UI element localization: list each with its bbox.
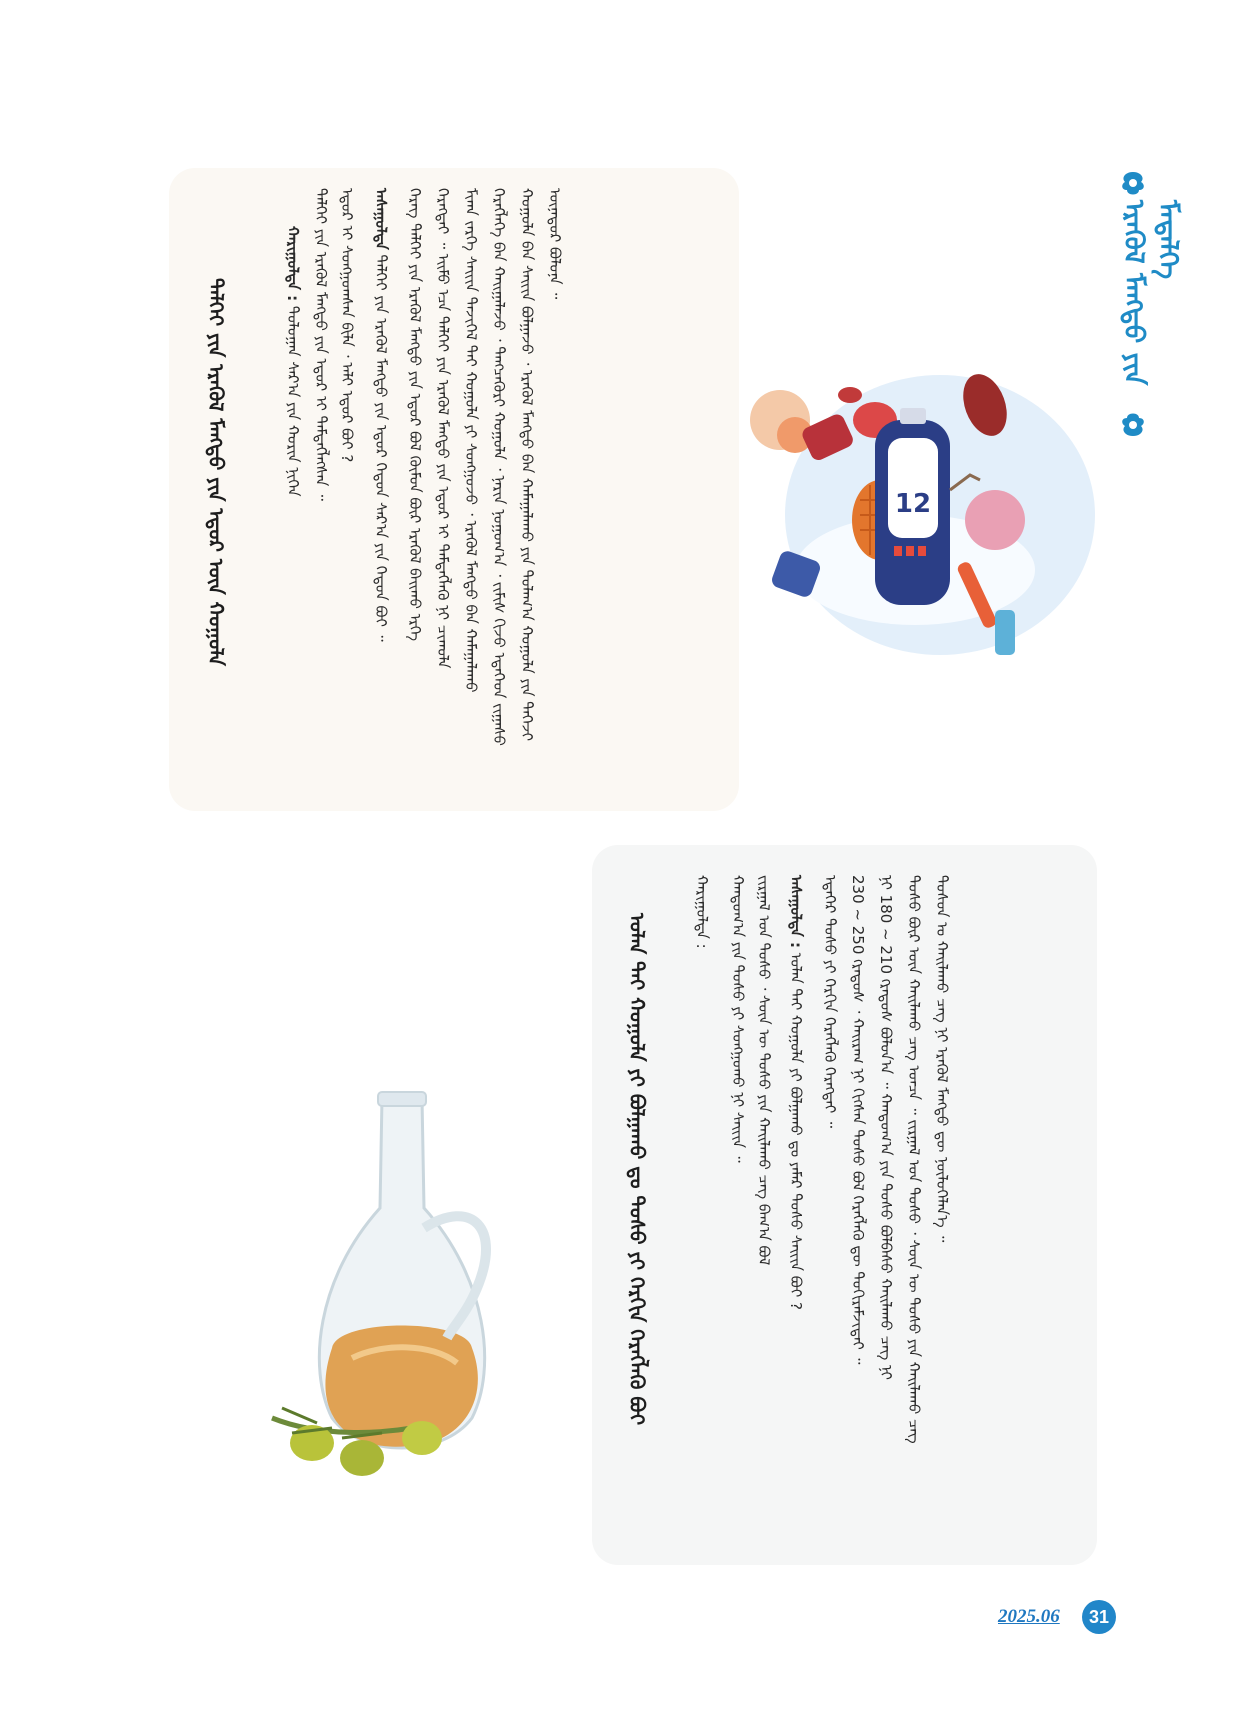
- page-number-badge: 31: [1082, 1600, 1116, 1634]
- handwritten-line: ᠵᠢᠷᠭᠠᠯ ᠤᠨ ᠲᠣᠰᠣ ᠂ ᠰᠦᠨ ᠦ ᠲᠣᠰᠣ ᠶᠢᠨ ᠬᠠᠢᠯᠠᠬᠤ ᠴᠡᠭ ᠪᠠᠭ᠎ᠠ ᠪᠣᠯ: [755, 875, 773, 1266]
- paragraph-line: ᠦᠨᠡᠳᠦᠷ ᠪᠣᠯᠤᠨᠠ ᠃: [546, 188, 564, 300]
- answer-label: ᠬᠠᠷᠢᠭᠤᠯᠲᠠ :: [693, 875, 711, 949]
- paragraph-line: ᠮᠢᠬᠠ ᠵᠡᠷᠭᠡ ᠰᠠᠢᠢᠨ ᠲᠡᠵᠢᠭᠡᠯ ᠲᠡᠢ ᠬᠣᠭᠣᠯᠠ ᠶᠢ ᠰᠣᠩᠭᠣᠵᠤ ᠂ ᠡᠷᠡᠭᠦᠯ ᠮᠡᠩᠳᠦ ᠪᠡᠨ ᠬᠠᠮᠠᠭᠠᠯᠠᠬᠤ: [462, 188, 480, 693]
- paragraph-line: 230 ~ 250 ᠭᠷᠠᠳᠦᠰ ᠂ ᠬᠠᠢᠷᠠᠭ ᠨᠢ ᠬᠢᠭᠰᠡᠨ ᠲᠣᠰᠣ ᠪᠣᠯ ᠬᠡᠷᠡᠭᠯᠡᠬᠦ ᠳᠦ ᠲᠣᠬᠢᠷᠠᠮᠵᠢᠲᠠᠢ ᠃: [849, 875, 867, 1365]
- card-heading: ᠳᠡᠯᠬᠡᠢ ᠶᠢᠨ ᠡᠷᠡᠭᠦᠯ ᠮᠡᠩᠳᠦ ᠶᠢᠨ ᠡᠳᠦᠷ ᠦᠨ ᠬᠣᠭᠣᠯᠠ: [204, 278, 228, 666]
- glucose-meter-illustration: [740, 360, 1100, 675]
- question-label: ᠠᠰᠠᠭᠤᠯᠲᠠ: [372, 188, 390, 250]
- section-title: ᠡᠷᠡᠭᠦᠯ ᠮᠡᠩᠳᠦ ᠶᠢᠨ ᠮᠡᠳᠡᠯᠭᠡ: [1118, 200, 1183, 386]
- paragraph-line: ᠬᠡᠷᠡᠭᠯᠡᠭᠡ ᠪᠡᠨ ᠬᠠᠢᠭᠠᠯᠠᠵᠤ ᠂ ᠲᠡᠩᠴᠡᠭᠦᠷᠢ ᠬᠣᠭᠣᠯᠠ ᠂ ᠨᠠᠷᠢᠨ ᠨᠣᠭᠣᠭ᠎ᠠ ᠂ ᠵᠢᠮᠢᠰ ᠬᠢᠵᠤ ᠡᠳᠡᠭᠡᠳ ᠵᠢᠭᠠᠰᠤ: [490, 188, 508, 746]
- paragraph-line: [281, 226, 305, 766]
- paragraph-line: ᠳᠡᠯᠬᠡᠢ ᠶᠢᠨ ᠡᠷᠡᠭᠦᠯ ᠮᠡᠩᠳᠦ ᠶᠢᠨ ᠡᠳᠦᠷ ᠢ ᠲᠡᠮᠳᠡᠭᠯᠡᠭᠰᠡᠨ ᠃: [312, 188, 330, 501]
- ornament-icon: [1115, 408, 1151, 440]
- question-label: ᠠᠰᠠᠭᠤᠯᠲᠠ :: [787, 875, 805, 948]
- olive-oil-illustration: [262, 1088, 532, 1488]
- paragraph-line: ᠲᠣᠰᠣᠨ ᠤ ᠬᠠᠢᠯᠠᠬᠤ ᠴᠡᠭ ᠨᠢ ᠡᠷᠡᠭᠦᠯ ᠮᠡᠩᠳᠦ ᠳᠦ ᠨᠥᠯᠦᠭᠡᠯᠡᠨ᠎ᠡ ᠃: [933, 875, 951, 1243]
- page-footer: [998, 1600, 1116, 1636]
- card-heading: ᠣᠯᠠᠨ ᠲᠡᠢ ᠬᠣᠭᠣᠯᠠ ᠶᠢ ᠪᠣᠯᠭᠠᠬᠤ ᠳᠤ ᠲᠣᠰᠣ ᠶᠢ ᠬᠡᠷᠬᠢᠨ ᠬᠡᠷᠡᠭᠯᠡᠬᠦ ᠪᠣᠢ: [625, 913, 649, 1426]
- paragraph-line: ᠬᠡᠷᠡᠭ ᠳᠡᠯᠬᠡᠢ ᠶᠢᠨ ᠡᠷᠡᠭᠦᠯ ᠮᠡᠩᠳᠦ ᠶᠢᠨ ᠡᠳᠦᠷ ᠪᠣᠯ ᠬᠦᠮᠦᠨ ᠪᠦᠷ ᠡᠷᠡᠭᠦᠯ ᠪᠠᠢᠬᠤ ᠡᠷᠬᠡ: [406, 188, 424, 642]
- issue-date: 2025.06: [998, 1606, 1060, 1627]
- ornament-icon: [1115, 168, 1151, 200]
- question-line: [369, 188, 393, 788]
- question-text: ᠣᠯᠠᠨ ᠲᠡᠢ ᠬᠣᠭᠣᠯᠠ ᠶᠢ ᠪᠣᠯᠭᠠᠬᠤ ᠳᠤ ᠶᠠᠮᠠᠷ ᠲᠣᠰᠣ ᠰᠠᠢᠢᠨ ᠪᠣᠢ ?: [787, 952, 805, 1310]
- question-text: ᠳᠡᠯᠬᠡᠢ ᠶᠢᠨ ᠡᠷᠡᠭᠦᠯ ᠮᠡᠩᠳᠦ ᠶᠢᠨ ᠡᠳᠦᠷ ᠬᠡᠳᠦᠨ ᠰᠠᠷ᠎ᠠ ᠶᠢᠨ ᠬᠡᠳᠦᠨ ᠪᠣᠢ ᠃: [372, 254, 390, 642]
- paragraph-line: ᠨᠢ 180 ~ 210 ᠭᠷᠠᠳᠦᠰ ᠪᠣᠯᠤᠨ᠎ᠠ ᠃ ᠬᠠᠨᠳᠤᠭ᠎ᠠ ᠶᠢᠨ ᠲᠣᠰᠣ ᠪᠣᠯᠪᠠᠰᠤ ᠬᠠᠢᠯᠠᠬᠤ ᠴᠡᠭ ᠨᠢ: [877, 875, 895, 1380]
- paragraph-line: ᠡᠳᠦᠷ ᠢ ᠰᠣᠩᠭᠣᠭᠰᠠᠨ ᠪᠢᠯᠡ ᠂ ᠠᠯᠢ ᠡᠳᠦᠷ ᠪᠣᠢ ?: [338, 188, 356, 463]
- paragraph-line: ᠬᠡᠷᠡᠭᠲᠡᠢ ᠃ ᠡᠢᠮᠦ ᠡᠴᠡ ᠳᠡᠯᠬᠡᠢ ᠶᠢᠨ ᠡᠷᠡᠭᠦᠯ ᠮᠡᠩᠳᠦ ᠶᠢᠨ ᠡᠳᠦᠷ ᠢ ᠲᠡᠮᠳᠡᠭᠯᠡᠬᠦ ᠨᠢ ᠴᠢᠬᠤᠯᠠ: [434, 188, 452, 669]
- info-card: [592, 845, 1097, 1565]
- question-line: [784, 875, 808, 1535]
- paragraph-line: ᠲᠣᠰᠣ ᠪᠦᠷ ᠦᠨ ᠬᠠᠢᠯᠠᠬᠤ ᠴᠡᠭ ᠣᠨᠴᠠ ᠃ ᠵᠢᠷᠭᠠᠯ ᠤᠨ ᠲᠣᠰᠣ ᠂ ᠰᠦᠨ ᠦ ᠲᠣᠰᠣ ᠶᠢᠨ ᠬᠠᠢᠯᠠᠬᠤ ᠴᠡᠭ: [905, 875, 923, 1444]
- handwritten-line: ᠬᠠᠨᠳᠤᠭ᠎ᠠ ᠶᠢᠨ ᠲᠣᠰᠣ ᠶᠢ ᠰᠣᠩᠭᠣᠬᠤ ᠨᠢ ᠰᠠᠢᠢᠨ ᠃: [729, 875, 747, 1163]
- answer-text: ᠳᠣᠯᠣᠭᠠᠨ ᠰᠠᠷ᠎ᠠ ᠶᠢᠨ ᠬᠣᠷᠢᠨ ᠨᠢᠭᠡᠨ: [284, 305, 302, 497]
- info-card: [169, 168, 739, 811]
- svg-text:12: 12: [894, 489, 932, 519]
- answer-label: ᠬᠠᠷᠢᠭᠤᠯᠲᠠ :: [284, 226, 302, 302]
- paragraph-line: ᠬᠣᠭᠣᠯᠠ ᠪᠡᠨ ᠰᠠᠢᠢᠨ ᠪᠣᠯᠭᠠᠵᠤ ᠂ ᠡᠷᠡᠭᠦᠯ ᠮᠡᠩᠳᠦ ᠪᠡᠨ ᠬᠠᠮᠠᠭᠠᠯᠠᠬᠤ ᠶᠢᠨ ᠲᠤᠯᠠᠭ᠎ᠠ ᠬᠣᠭᠣᠯᠠ ᠶᠢᠨ ᠳᠡᠭᠡᠵᠢ: [518, 188, 536, 742]
- column-header: [1108, 168, 1183, 440]
- paragraph-line: ᠡᠳᠡᠭᠡᠷ ᠲᠣᠰᠣ ᠶᠢ ᠬᠡᠷᠬᠢᠨ ᠬᠡᠷᠡᠭᠯᠡᠬᠦ ᠬᠡᠷᠡᠭᠲᠡᠢ ᠃: [821, 875, 839, 1128]
